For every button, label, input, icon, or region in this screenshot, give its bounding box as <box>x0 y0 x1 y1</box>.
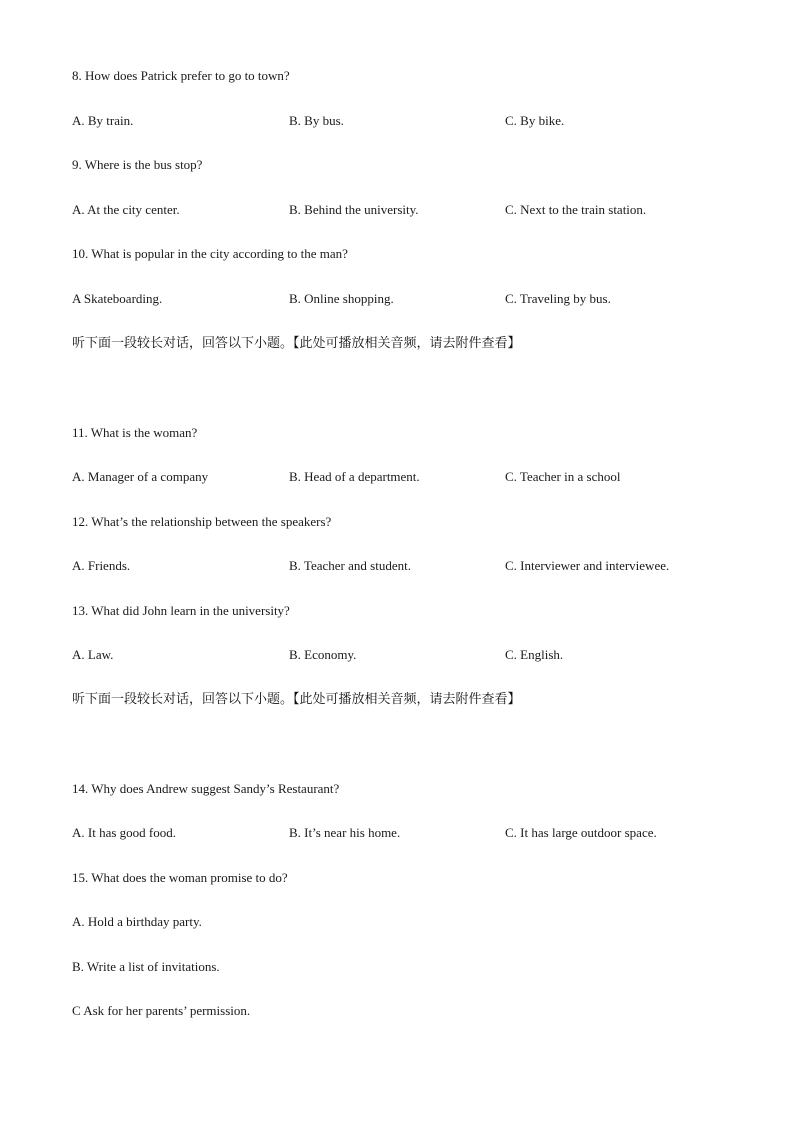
question-12-option-b: B. Teacher and student. <box>289 558 411 573</box>
listening-instruction: 听下面一段较长对话，回答以下小题。【此处可播放相关音频，请去附件查看】 <box>72 692 521 707</box>
question-14-options <box>72 825 752 841</box>
question-11-stem: 11. What is the woman? <box>72 425 198 440</box>
question-8-option-c: C. By bike. <box>505 113 565 128</box>
question-10-option-a: A Skateboarding. <box>72 291 163 306</box>
question-12-stem: 12. What’s the relationship between the speakers? <box>72 514 332 529</box>
question-9-option-a: A. At the city center. <box>72 202 180 217</box>
question-14-option-c: C. It has large outdoor space. <box>505 825 657 840</box>
question-12-option-a: A. Friends. <box>72 558 131 573</box>
question-14-option-a: A. It has good food. <box>72 825 176 840</box>
question-12-options <box>72 558 752 574</box>
listening-instruction: 听下面一段较长对话，回答以下小题。【此处可播放相关音频，请去附件查看】 <box>72 336 521 351</box>
question-9-option-c: C. Next to the train station. <box>505 202 647 217</box>
question-8-option-b: B. By bus. <box>289 113 344 128</box>
question-14-stem: 14. Why does Andrew suggest Sandy’s Restaurant? <box>72 781 340 796</box>
question-11-option-a: A. Manager of a company <box>72 469 209 484</box>
question-15-option-b: B. Write a list of invitations. <box>72 959 220 974</box>
question-11-option-c: C. Teacher in a school <box>505 469 621 484</box>
question-13-option-a: A. Law. <box>72 647 114 662</box>
question-10-stem: 10. What is popular in the city according to the man? <box>72 246 348 261</box>
question-8-options <box>72 113 752 129</box>
question-8-stem: 8. How does Patrick prefer to go to town? <box>72 68 290 83</box>
question-13-stem: 13. What did John learn in the university? <box>72 603 290 618</box>
question-15-option-a: A. Hold a birthday party. <box>72 914 202 929</box>
question-13-options <box>72 647 752 663</box>
question-11-option-b: B. Head of a department. <box>289 469 420 484</box>
question-12-option-c: C. Interviewer and interviewee. <box>505 558 670 573</box>
question-9-stem: 9. Where is the bus stop? <box>72 157 203 172</box>
question-8-option-a: A. By train. <box>72 113 134 128</box>
question-15-stem: 15. What does the woman promise to do? <box>72 870 288 885</box>
question-10-option-b: B. Online shopping. <box>289 291 394 306</box>
question-9-option-b: B. Behind the university. <box>289 202 419 217</box>
question-13-option-b: B. Economy. <box>289 647 357 662</box>
question-10-option-c: C. Traveling by bus. <box>505 291 611 306</box>
question-9-options <box>72 202 752 218</box>
question-13-option-c: C. English. <box>505 647 564 662</box>
question-11-options <box>72 469 752 485</box>
question-10-options <box>72 291 752 307</box>
question-14-option-b: B. It’s near his home. <box>289 825 401 840</box>
question-15-option-c: C Ask for her parents’ permission. <box>72 1003 251 1018</box>
